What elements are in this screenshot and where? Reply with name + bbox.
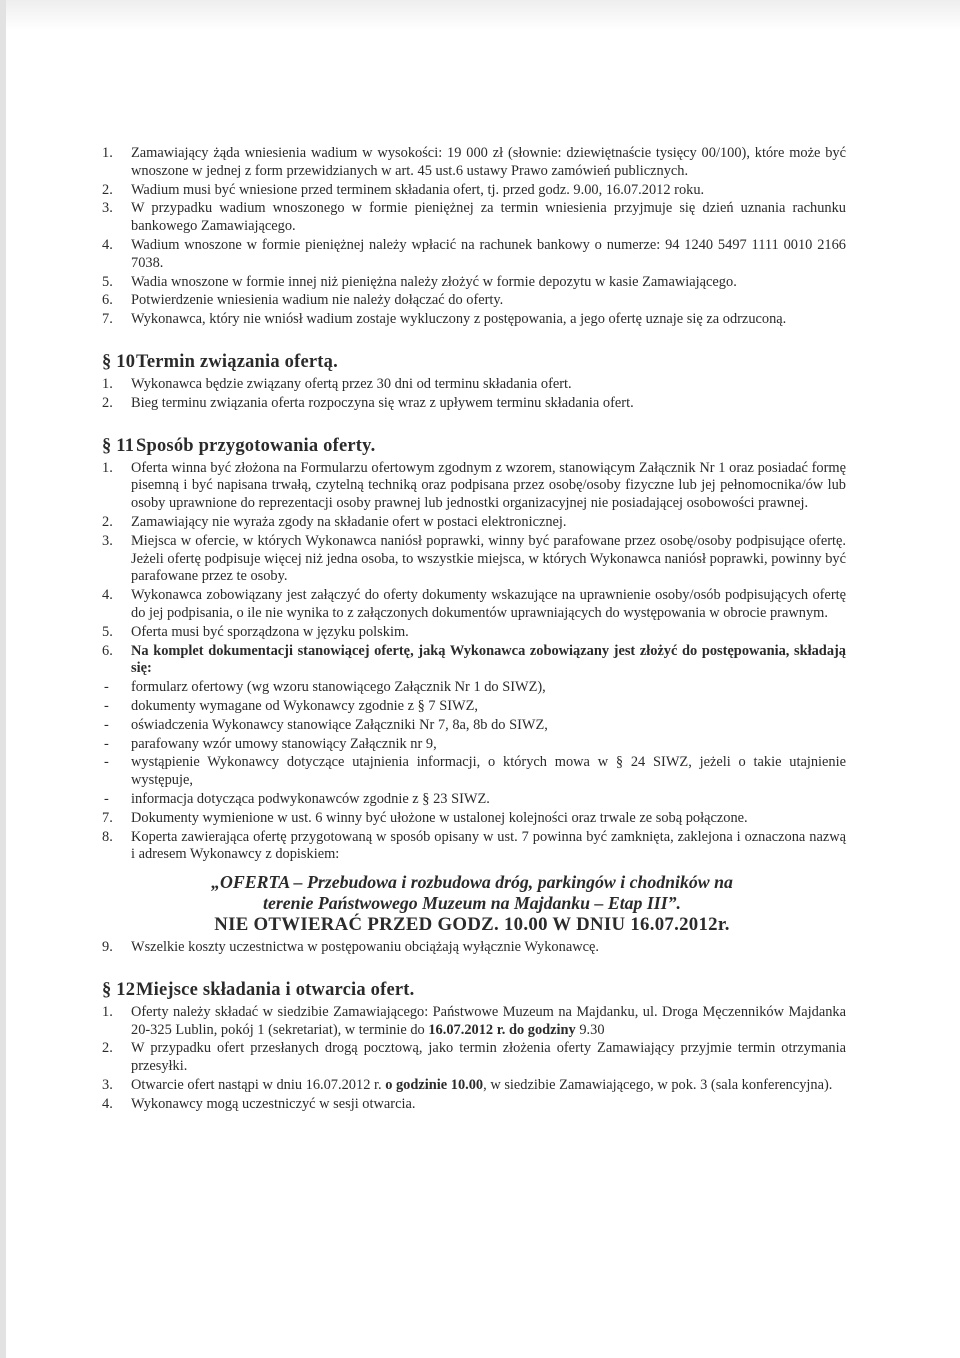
envelope-label [98, 872, 846, 935]
list-item: 3. Otwarcie ofert nastąpi w dniu 16.07.2012 r. o godzinie 10.00, w siedzibie Zamawiającego, w pok. 3 (sala konferencyjna). [102, 1077, 833, 1094]
list-item: 9. Wszelkie koszty uczestnictwa w postępowaniu obciążają wyłącznie Wykonawcę. [102, 939, 599, 956]
document-body [98, 145, 846, 1115]
list-item: 4. Wykonawca zobowiązany jest załączyć do oferty dokumenty wskazujące na uprawnienie osoby/osób podpisujących ofertę do jej podpisania, o ile nie wynika to z załączonych dokumentów uprawniających do występowania w obrocie prawnym. [102, 587, 846, 621]
dash-item: - dokumenty wymagane od Wykonawcy zgodnie z § 7 SIWZ, [104, 697, 478, 714]
dash-item: - oświadczenia Wykonawcy stanowiące Załączniki Nr 7, 8a, 8b do SIWZ, [104, 716, 548, 733]
list-item: 4. Wadium wnoszone w formie pieniężnej należy wpłacić na rachunek bankowy o numerze: 94 1240 5497 1111 0010 2166 7038. [102, 236, 846, 271]
scan-top-shadow [0, 0, 960, 30]
dash-item: - formularz ofertowy (wg wzoru stanowiącego Załącznik Nr 1 do SIWZ), [104, 679, 546, 696]
scan-left-edge [0, 0, 6, 1358]
envelope-label-warning: NIE OTWIERAĆ PRZED GODZ. 10.00 W DNIU 16.07.2012r. [214, 914, 730, 936]
list-item: 7. Wykonawca, który nie wniósł wadium zostaje wykluczony z postępowania, a jego ofertę uznaje się za odrzuconą. [102, 311, 787, 328]
list-item: 3. Miejsca w ofercie, w których Wykonawca naniósł poprawki, winny być parafowane przez osobę/osoby podpisujące ofertę. Jeżeli ofertę podpisuje więcej niż jedna osoba, to wszystkie miejsca, w których Wykonawca naniósł poprawki, powinny być parafowane przez te osoby. [102, 532, 846, 585]
dash-item: - parafowany wzór umowy stanowiący Załącznik nr 9, [104, 735, 437, 752]
list-item: 5. Oferta musi być sporządzona w języku polskim. [102, 623, 409, 640]
list-item: 2. Bieg terminu związania oferta rozpoczyna się wraz z upływem terminu składania ofert. [102, 394, 634, 411]
list-item: 2. W przypadku ofert przesłanych drogą pocztową, jako termin złożenia oferty Zamawiający przyjmie termin otrzymania przesyłki. [102, 1040, 846, 1075]
list-item: 1. Oferta winna być złożona na Formularzu ofertowym zgodnym z wzorem, stanowiącym Załącznik Nr 1 oraz posiadać formę pisemną i być napisana trwałą, czytelną techniką oraz podpisana przez osobę/osoby fizyczne lub jej pełnomocnika/ów lub osoby uprawnione do reprezentacji osoby prawnej lub jednostki organizacyjnej nie posiadającej osobowości prawnej. [102, 459, 846, 512]
list-item: 3. W przypadku wadium wnoszonego w formie pieniężnej za termin wniesienia przyjmuje się dzień uznania rachunku bankowego Zamawiającego. [102, 200, 846, 235]
dash-item: - wystąpienie Wykonawcy dotyczące utajnienia informacji, o których mowa w § 24 SIWZ, jeżeli o takie utajnienie występuje, [104, 754, 846, 789]
list-item: 7. Dokumenty wymienione w ust. 6 winny być ułożone w ustalonej kolejności oraz trwale ze sobą połączone. [102, 809, 748, 826]
envelope-label-line: „OFERTA – Przebudowa i rozbudowa dróg, parkingów i chodników na [211, 872, 733, 893]
list-item: 1. Zamawiający żąda wniesienia wadium w wysokości: 19 000 zł (słownie: dziewiętnaście tysięcy 00/100), które może być wnoszone w jednej z form przewidzianych w art. 45 ust.6 ustawy Prawo zamówień publicznych. [102, 145, 846, 179]
section-11-heading: § 11Sposób przygotowania oferty. [102, 435, 376, 456]
list-item: 2. Wadium musi być wniesione przed terminem składania ofert, tj. przed godz. 9.00, 16.07.2012 roku. [102, 181, 705, 198]
list-item: 1. Wykonawca będzie związany ofertą przez 30 dni od terminu składania ofert. [102, 375, 572, 392]
list-item: 1. Oferty należy składać w siedzibie Zamawiającego: Państwowe Muzeum na Majdanku, ul. Droga Męczenników Majdanka 20-325 Lublin, pokój 1 (sekretariat), w terminie do 16.07.2012 r. do godziny 9.30 [102, 1003, 846, 1038]
dash-item: - informacja dotycząca podwykonawców zgodnie z § 23 SIWZ. [104, 790, 490, 807]
list-item: 6. Na komplet dokumentacji stanowiącej ofertę, jaką Wykonawca zobowiązany jest złożyć do postępowania, składają się: [102, 642, 846, 677]
envelope-label-line: terenie Państwowego Muzeum na Majdanku – Etap III”. [263, 893, 681, 914]
list-item: 4. Wykonawcy mogą uczestniczyć w sesji otwarcia. [102, 1095, 416, 1112]
section-12-heading: § 12Miejsce składania i otwarcia ofert. [102, 979, 415, 1000]
list-item: 8. Koperta zawierająca ofertę przygotowaną w sposób opisany w ust. 7 powinna być zamknięta, zaklejona i oznaczona nazwą i adresem Wykonawcy z dopiskiem: [102, 828, 846, 863]
list-item: 6. Potwierdzenie wniesienia wadium nie należy dołączać do oferty. [102, 292, 504, 309]
section-10-heading: § 10Termin związania ofertą. [102, 351, 338, 372]
list-item: 5. Wadia wnoszone w formie innej niż pieniężna należy złożyć w formie depozytu w kasie Zamawiającego. [102, 273, 737, 290]
list-item: 2. Zamawiający nie wyraża zgody na składanie ofert w postaci elektronicznej. [102, 513, 567, 530]
